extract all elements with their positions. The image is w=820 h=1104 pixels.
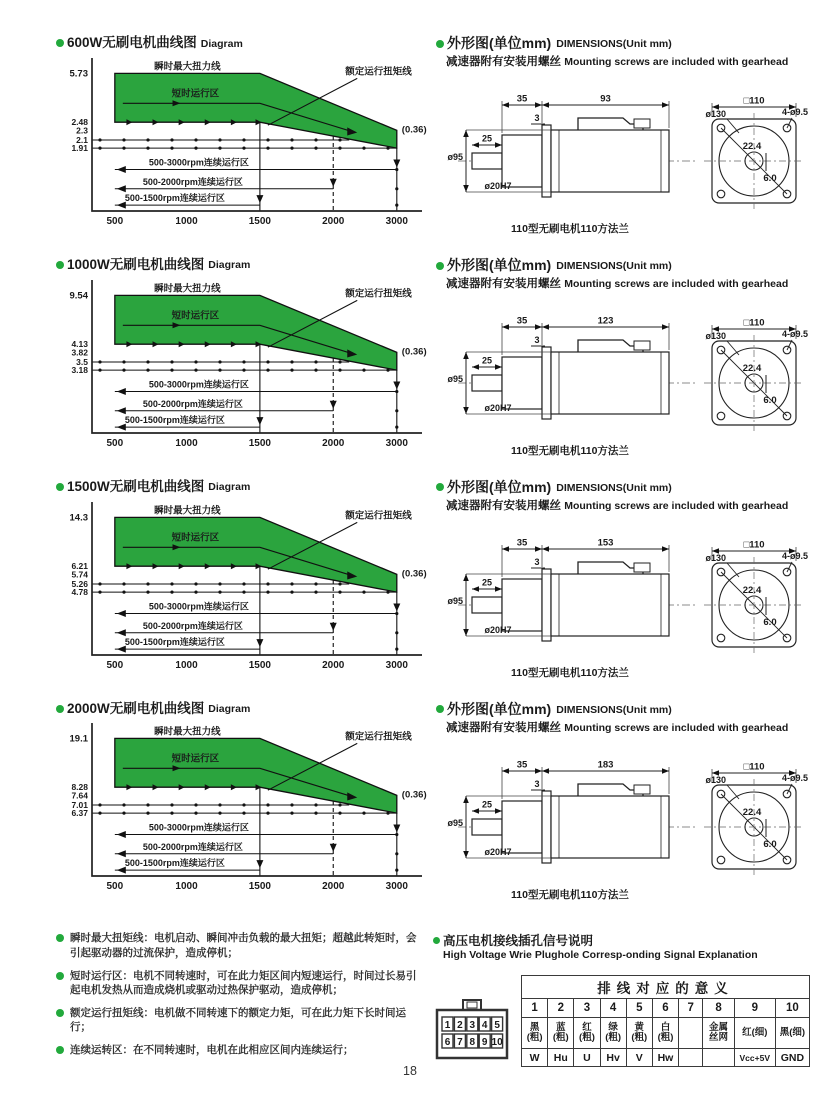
green-bullet-icon (436, 705, 444, 713)
dims-title (436, 258, 810, 273)
chart-title-text: 1000W无刷电机曲线图 (67, 256, 205, 272)
svg-text:25: 25 (481, 133, 493, 144)
signal-table-cell: 黄(粗) (626, 1018, 652, 1049)
svg-text:10: 10 (491, 1037, 503, 1049)
svg-text:1500: 1500 (248, 215, 272, 227)
dims-block-600w (436, 36, 810, 242)
signal-table-cell: 黑(粗) (522, 1018, 548, 1049)
signal-table-cell: U (574, 1049, 600, 1067)
chart-block-1000w (56, 258, 432, 474)
svg-text:500-2000rpm连续运行区: 500-2000rpm连续运行区 (142, 398, 243, 409)
dims-title-text: 外形图(单位mm) (447, 478, 552, 495)
svg-text:3000: 3000 (385, 659, 408, 671)
svg-text:7.64: 7.64 (71, 790, 88, 801)
svg-text:ø20H7: ø20H7 (484, 625, 512, 636)
chart-title-text: 600W无刷电机曲线图 (67, 35, 197, 50)
page-number: 18 (403, 1064, 417, 1078)
svg-text:3000: 3000 (385, 215, 408, 227)
svg-text:□110: □110 (743, 317, 765, 329)
green-envelope (115, 73, 397, 148)
note-text: 连续运转区：在不同转速时，电机在此相应区间内连续运行； (70, 1044, 354, 1057)
svg-text:500-2000rpm连续运行区: 500-2000rpm连续运行区 (142, 842, 243, 853)
svg-text:500-3000rpm连续运行区: 500-3000rpm连续运行区 (148, 379, 249, 390)
torque-chart-svg (56, 495, 428, 691)
green-bullet-icon (436, 262, 444, 270)
svg-text:500-2000rpm连续运行区: 500-2000rpm连续运行区 (142, 620, 243, 631)
svg-text:ø95: ø95 (447, 596, 463, 607)
signal-table (521, 975, 810, 1067)
svg-text:1000: 1000 (175, 437, 198, 449)
torque-chart-svg (56, 716, 428, 912)
dimension-drawing-svg (436, 291, 810, 459)
svg-text:4.78: 4.78 (71, 586, 88, 597)
section-1500w (56, 480, 810, 696)
svg-text:500-1500rpm连续运行区: 500-1500rpm连续运行区 (124, 636, 225, 647)
svg-text:3: 3 (534, 335, 540, 346)
dims-title-en: DIMENSIONS(Unit mm) (556, 482, 672, 495)
signal-table-cell: 4 (600, 999, 626, 1018)
signal-table-cell (679, 1018, 703, 1049)
svg-text:1000: 1000 (175, 881, 198, 893)
signal-table-cell: 红(粗) (574, 1018, 600, 1049)
signal-table-cell: 金属丝网 (703, 1018, 734, 1049)
dims-title-en: DIMENSIONS(Unit mm) (556, 703, 672, 716)
torque-chart-svg (56, 273, 428, 469)
green-bullet-icon (56, 1009, 64, 1017)
chart-title-text: 1500W无刷电机曲线图 (67, 478, 205, 494)
svg-text:500-3000rpm连续运行区: 500-3000rpm连续运行区 (148, 822, 249, 833)
signal-table-cell: Hu (548, 1049, 574, 1067)
svg-text:25: 25 (481, 577, 493, 588)
dims-title (436, 702, 810, 717)
section-2000w (56, 702, 810, 918)
green-bullet-icon (56, 1046, 64, 1054)
svg-text:□110: □110 (743, 539, 765, 551)
note-text: 短时运行区：电机不同转速时，可在此力矩区间内短速运行，时间过长易引起电机发热从而造成烧机或驱动过热保护驱动，造成停机； (70, 969, 417, 996)
svg-text:3.5: 3.5 (76, 356, 88, 367)
svg-text:(0.36): (0.36) (401, 346, 427, 358)
svg-text:2.3: 2.3 (76, 125, 88, 136)
chart-section-title (56, 258, 432, 273)
svg-text:2: 2 (457, 1020, 463, 1032)
signal-table-cell: Hv (600, 1049, 626, 1067)
section-600w (56, 36, 810, 252)
svg-text:1: 1 (444, 1020, 451, 1032)
signal-table-cell: 2 (548, 999, 574, 1018)
svg-text:7: 7 (457, 1037, 463, 1049)
dims-block-2000w (436, 702, 810, 908)
svg-text:1500: 1500 (248, 881, 272, 893)
signal-table-cell: 白(粗) (652, 1018, 678, 1049)
signal-table-cell: 10 (775, 999, 809, 1018)
note-item (56, 969, 425, 997)
green-bullet-icon (56, 483, 64, 491)
green-bullet-icon (56, 934, 64, 942)
dimension-drawing-1000w (436, 291, 810, 464)
svg-text:6: 6 (444, 1037, 451, 1049)
svg-text:ø130: ø130 (705, 331, 726, 342)
svg-text:8.28: 8.28 (71, 782, 88, 793)
svg-text:153: 153 (597, 537, 614, 549)
svg-text:110型无刷电机110方法兰: 110型无刷电机110方法兰 (511, 667, 629, 680)
svg-text:瞬时最大扭力线: 瞬时最大扭力线 (154, 283, 221, 295)
dims-subtitle-en: Mounting screws are included with gearhead (564, 500, 789, 513)
dimension-drawing-2000w (436, 735, 810, 908)
bottom-row (56, 931, 810, 1067)
svg-text:3: 3 (534, 778, 540, 789)
note-item (56, 1043, 425, 1057)
svg-text:6.0: 6.0 (763, 617, 777, 629)
chart-block-1500w (56, 480, 432, 696)
green-bullet-icon (56, 705, 64, 713)
svg-text:2.48: 2.48 (71, 117, 88, 128)
svg-text:5: 5 (494, 1020, 500, 1032)
signal-table-cell: 黑(细) (775, 1018, 809, 1049)
svg-text:4-ø9.5: 4-ø9.5 (781, 551, 808, 562)
svg-text:8: 8 (469, 1037, 476, 1049)
signal-table-cell: 3 (574, 999, 600, 1018)
svg-text:110型无刷电机110方法兰: 110型无刷电机110方法兰 (511, 445, 629, 458)
svg-text:3.82: 3.82 (71, 347, 88, 358)
chart-title-en: Diagram (200, 37, 243, 50)
svg-text:7.01: 7.01 (71, 800, 88, 811)
svg-text:短时运行区: 短时运行区 (171, 309, 220, 321)
svg-text:短时运行区: 短时运行区 (171, 753, 220, 765)
plug-connector-diagram (433, 998, 511, 1067)
svg-text:93: 93 (600, 93, 611, 105)
green-envelope (115, 739, 397, 814)
green-bullet-icon (56, 972, 64, 980)
svg-text:瞬时最大扭力线: 瞬时最大扭力线 (154, 726, 221, 738)
svg-text:ø130: ø130 (705, 109, 726, 120)
svg-text:500: 500 (106, 659, 124, 671)
svg-text:额定运行扭矩线: 额定运行扭矩线 (345, 288, 412, 300)
signal-table-cell: 蓝(粗) (548, 1018, 574, 1049)
plug-connector-svg (433, 998, 511, 1062)
signal-table-cell: W (522, 1049, 548, 1067)
svg-text:14.3: 14.3 (69, 511, 88, 523)
svg-text:3.18: 3.18 (71, 364, 88, 375)
svg-text:3: 3 (534, 113, 540, 124)
chart-section-title (56, 36, 432, 51)
svg-text:1000: 1000 (175, 659, 198, 671)
svg-text:ø95: ø95 (447, 152, 463, 163)
svg-text:22.4: 22.4 (742, 363, 762, 375)
chart-section-title (56, 702, 432, 717)
green-envelope (115, 295, 397, 370)
dimension-drawing-svg (436, 513, 810, 681)
chart-section-title (56, 480, 432, 495)
dimension-drawing-600w (436, 69, 810, 242)
svg-text:额定运行扭矩线: 额定运行扭矩线 (345, 66, 412, 78)
torque-chart-1500w (56, 495, 432, 696)
svg-text:500-2000rpm连续运行区: 500-2000rpm连续运行区 (142, 176, 243, 187)
dims-title-text: 外形图(单位mm) (447, 35, 552, 51)
dims-title-en: DIMENSIONS(Unit mm) (556, 260, 672, 273)
dims-subtitle-en: Mounting screws are included with gearhead (564, 721, 789, 734)
note-text: 额定运行扭矩线：电机做不同转速下的额定力矩，可在此力矩下长时间运行； (70, 1007, 406, 1034)
svg-text:500: 500 (106, 215, 124, 227)
svg-text:1500: 1500 (248, 437, 272, 449)
svg-text:□110: □110 (743, 761, 765, 773)
svg-text:2.1: 2.1 (76, 134, 88, 145)
signal-table-cell: 6 (652, 999, 678, 1018)
chart-block-600w (56, 36, 432, 252)
svg-text:4-ø9.5: 4-ø9.5 (781, 107, 808, 118)
svg-text:6.0: 6.0 (763, 838, 777, 850)
svg-text:短时运行区: 短时运行区 (171, 88, 220, 100)
signal-section (433, 931, 810, 1067)
svg-text:35: 35 (516, 759, 528, 771)
torque-chart-600w (56, 51, 432, 252)
svg-text:5.74: 5.74 (71, 568, 88, 579)
svg-text:ø130: ø130 (705, 774, 726, 785)
dims-subtitle-en: Mounting screws are included with gearhead (564, 278, 789, 291)
green-bullet-icon (56, 261, 64, 269)
svg-text:ø130: ø130 (705, 553, 726, 564)
svg-text:6.21: 6.21 (71, 560, 88, 571)
signal-table-cell: 5 (626, 999, 652, 1018)
dims-title (436, 36, 810, 51)
svg-text:35: 35 (516, 537, 528, 549)
signal-table-cell: 红(细) (734, 1018, 775, 1049)
svg-text:5.73: 5.73 (69, 68, 88, 80)
svg-text:2000: 2000 (322, 881, 345, 893)
dimension-drawing-svg (436, 69, 810, 237)
svg-text:500-1500rpm连续运行区: 500-1500rpm连续运行区 (124, 414, 225, 425)
svg-text:ø95: ø95 (447, 817, 463, 828)
svg-text:1500: 1500 (248, 659, 272, 671)
note-item (56, 931, 425, 959)
svg-text:瞬时最大扭力线: 瞬时最大扭力线 (154, 61, 221, 73)
dims-subtitle-text: 减速器附有安装用螺丝 (446, 56, 561, 69)
svg-text:25: 25 (481, 799, 493, 810)
svg-text:500: 500 (106, 881, 124, 893)
signal-table-cell: Hw (652, 1049, 678, 1067)
svg-text:2000: 2000 (322, 659, 345, 671)
svg-text:500-3000rpm连续运行区: 500-3000rpm连续运行区 (148, 601, 249, 612)
dims-subtitle (446, 497, 810, 513)
svg-text:3: 3 (469, 1020, 476, 1032)
svg-text:9: 9 (481, 1037, 488, 1049)
section-1000w (56, 258, 810, 474)
green-envelope (115, 517, 397, 592)
green-bullet-icon (433, 937, 440, 944)
svg-text:500-3000rpm连续运行区: 500-3000rpm连续运行区 (148, 157, 249, 168)
svg-text:(0.36): (0.36) (401, 567, 427, 579)
signal-table-cell: 1 (522, 999, 548, 1018)
svg-text:瞬时最大扭力线: 瞬时最大扭力线 (154, 504, 221, 516)
green-bullet-icon (436, 483, 444, 491)
torque-chart-2000w (56, 716, 432, 917)
torque-chart-1000w (56, 273, 432, 474)
dims-block-1500w (436, 480, 810, 686)
svg-text:4.13: 4.13 (71, 338, 88, 349)
signal-title-text: 高压电机接线插孔信号说明 (443, 934, 594, 949)
svg-text:183: 183 (597, 759, 614, 771)
svg-text:(0.36): (0.36) (401, 789, 427, 801)
svg-text:500-1500rpm连续运行区: 500-1500rpm连续运行区 (124, 858, 225, 869)
svg-text:19.1: 19.1 (69, 733, 88, 745)
dims-title-text: 外形图(单位mm) (447, 700, 552, 717)
chart-title-en: Diagram (208, 481, 251, 494)
svg-text:123: 123 (597, 315, 614, 327)
dims-subtitle-en: Mounting screws are included with gearhead (564, 56, 789, 69)
green-bullet-icon (56, 39, 64, 47)
svg-text:5.26: 5.26 (71, 578, 88, 589)
svg-text:22.4: 22.4 (742, 141, 762, 153)
svg-text:25: 25 (481, 355, 493, 366)
svg-text:额定运行扭矩线: 额定运行扭矩线 (345, 731, 412, 743)
svg-text:ø20H7: ø20H7 (484, 846, 512, 857)
dimension-drawing-1500w (436, 513, 810, 686)
svg-text:ø95: ø95 (447, 374, 463, 385)
svg-text:1000: 1000 (175, 215, 198, 227)
svg-text:35: 35 (516, 315, 528, 327)
svg-text:ø20H7: ø20H7 (484, 403, 512, 414)
dims-title-en: DIMENSIONS(Unit mm) (556, 38, 672, 51)
dims-subtitle (446, 53, 810, 69)
signal-body (433, 975, 810, 1067)
svg-text:额定运行扭矩线: 额定运行扭矩线 (345, 509, 412, 521)
svg-text:4: 4 (481, 1020, 488, 1032)
svg-text:110型无刷电机110方法兰: 110型无刷电机110方法兰 (511, 223, 629, 236)
dimension-drawing-svg (436, 735, 810, 903)
dims-title (436, 480, 810, 495)
signal-table-cell: GND (775, 1049, 809, 1067)
svg-text:2000: 2000 (322, 215, 345, 227)
dims-subtitle-text: 减速器附有安装用螺丝 (446, 500, 561, 513)
dims-subtitle (446, 719, 810, 735)
dims-title-text: 外形图(单位mm) (447, 256, 552, 273)
svg-text:500-1500rpm连续运行区: 500-1500rpm连续运行区 (124, 192, 225, 203)
svg-text:短时运行区: 短时运行区 (171, 531, 220, 543)
svg-text:□110: □110 (743, 95, 765, 107)
signal-title-en: High Voltage Wrie Plughole Corresp-onding Signal Explanation (443, 949, 758, 962)
svg-text:6.0: 6.0 (763, 395, 777, 407)
svg-text:6.0: 6.0 (763, 173, 777, 185)
svg-text:4-ø9.5: 4-ø9.5 (781, 329, 808, 340)
signal-table-cell: Vcc+5V (734, 1049, 775, 1067)
note-item (56, 1006, 425, 1034)
chart-title-text: 2000W无刷电机曲线图 (67, 700, 205, 716)
svg-text:110型无刷电机110方法兰: 110型无刷电机110方法兰 (511, 888, 629, 901)
signal-table-body (522, 976, 810, 1067)
signal-table-cell: V (626, 1049, 652, 1067)
svg-text:6.37: 6.37 (71, 808, 88, 819)
svg-text:2000: 2000 (322, 437, 345, 449)
signal-table-cell: 7 (679, 999, 703, 1018)
torque-chart-svg (56, 51, 428, 247)
svg-text:22.4: 22.4 (742, 806, 762, 818)
dims-subtitle-text: 减速器附有安装用螺丝 (446, 721, 561, 734)
signal-title (433, 931, 810, 949)
svg-text:500: 500 (106, 437, 124, 449)
chart-title-en: Diagram (208, 259, 251, 272)
dims-block-1000w (436, 258, 810, 464)
signal-table-cell: 9 (734, 999, 775, 1018)
svg-text:3000: 3000 (385, 437, 408, 449)
svg-text:4-ø9.5: 4-ø9.5 (781, 772, 808, 783)
note-text: 瞬时最大扭矩线：电机启动、瞬间冲击负载的最大扭矩；超越此转矩时，会引起驱动器的过流保护，造成停机； (70, 932, 417, 959)
svg-text:3000: 3000 (385, 881, 408, 893)
signal-table-cell: 绿(粗) (600, 1018, 626, 1049)
chart-block-2000w (56, 702, 432, 918)
svg-text:35: 35 (516, 93, 528, 105)
svg-text:(0.36): (0.36) (401, 124, 427, 136)
green-bullet-icon (436, 40, 444, 48)
svg-text:3: 3 (534, 557, 540, 568)
svg-text:22.4: 22.4 (742, 585, 762, 597)
svg-text:ø20H7: ø20H7 (484, 181, 512, 192)
signal-table-title: 排线对应的意义 (522, 976, 810, 999)
dims-subtitle (446, 275, 810, 291)
notes-list (56, 931, 425, 1067)
svg-text:9.54: 9.54 (69, 290, 88, 302)
dims-subtitle-text: 减速器附有安装用螺丝 (446, 278, 561, 291)
signal-table-cell: 8 (703, 999, 734, 1018)
chart-title-en: Diagram (208, 703, 251, 716)
svg-text:1.91: 1.91 (71, 142, 88, 153)
